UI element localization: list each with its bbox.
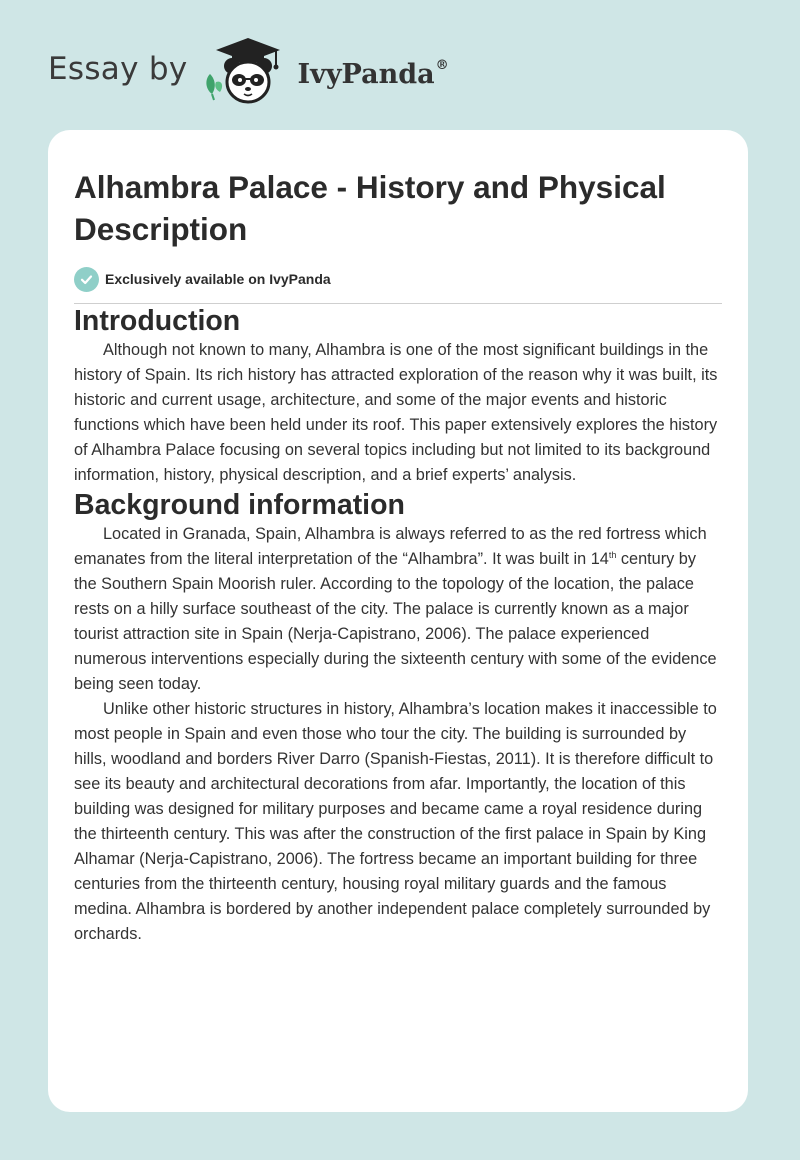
registered-mark: ® — [435, 58, 449, 73]
paragraph: Although not known to many, Alhambra is one of the most significant buildings in the history of Spain. Its rich history has attracted exploration of the reason why it was built, its historic and current usage, architecture, and some of the major events and historic functions which have been held under its roof. This paper extensively explores the history of Alhambra Palace focusing on several topics including but not limited to its background information, history, physical description, and a brief experts’ analysis. — [74, 341, 718, 484]
exclusive-badge — [74, 266, 722, 292]
ivypanda-wordmark[interactable]: IvyPanda® — [297, 58, 449, 90]
exclusive-badge-text: Exclusively available on IvyPanda — [105, 271, 331, 287]
site-header — [48, 36, 449, 108]
section-heading: Introduction — [74, 305, 241, 337]
essay-by-label: Essay by — [48, 51, 188, 87]
section-introduction — [74, 304, 722, 488]
essay-card — [48, 130, 748, 1112]
section-background-information — [74, 488, 722, 947]
check-circle-icon — [74, 267, 99, 292]
paragraph: Unlike other historic structures in history, Alhambra’s location makes it inaccessible to most people in Spain and even those who tour the city. The building is surrounded by hills, woodland and borders River Darro (Spanish-Fiestas, 2011). It is therefore difficult to see its beauty and architectural decorations from afar. Importantly, the location of this building was designed for military purposes and became came a royal residence during the thirteenth century. This was after the construction of the first palace in Spain by King Alhamar (Nerja-Capistrano, 2006). The fortress became an important building for three centuries from the thirteenth century, housing royal military guards and the famous medina. Alhambra is bordered by another independent palace completely surrounded by orchards. — [74, 700, 717, 943]
essay-title: Alhambra Palace - History and Physical Description — [74, 169, 666, 247]
panda-graduation-cap-icon[interactable] — [202, 36, 294, 108]
paragraph: Located in Granada, Spain, Alhambra is always referred to as the red fortress which emanates from the literal interpretation of the “Alhambra”. It was built in 14th century by the Southern Spain Moorish ruler. According to the topology of the location, the palace rests on a hilly surface southeast of the city. The palace is currently known as a major tourist attraction site in Spain (Nerja-Capistrano, 2006). The palace experienced numerous interventions especially during the sixteenth century with some of the evidence being seen today. — [74, 525, 717, 693]
section-heading: Background information — [74, 489, 405, 521]
